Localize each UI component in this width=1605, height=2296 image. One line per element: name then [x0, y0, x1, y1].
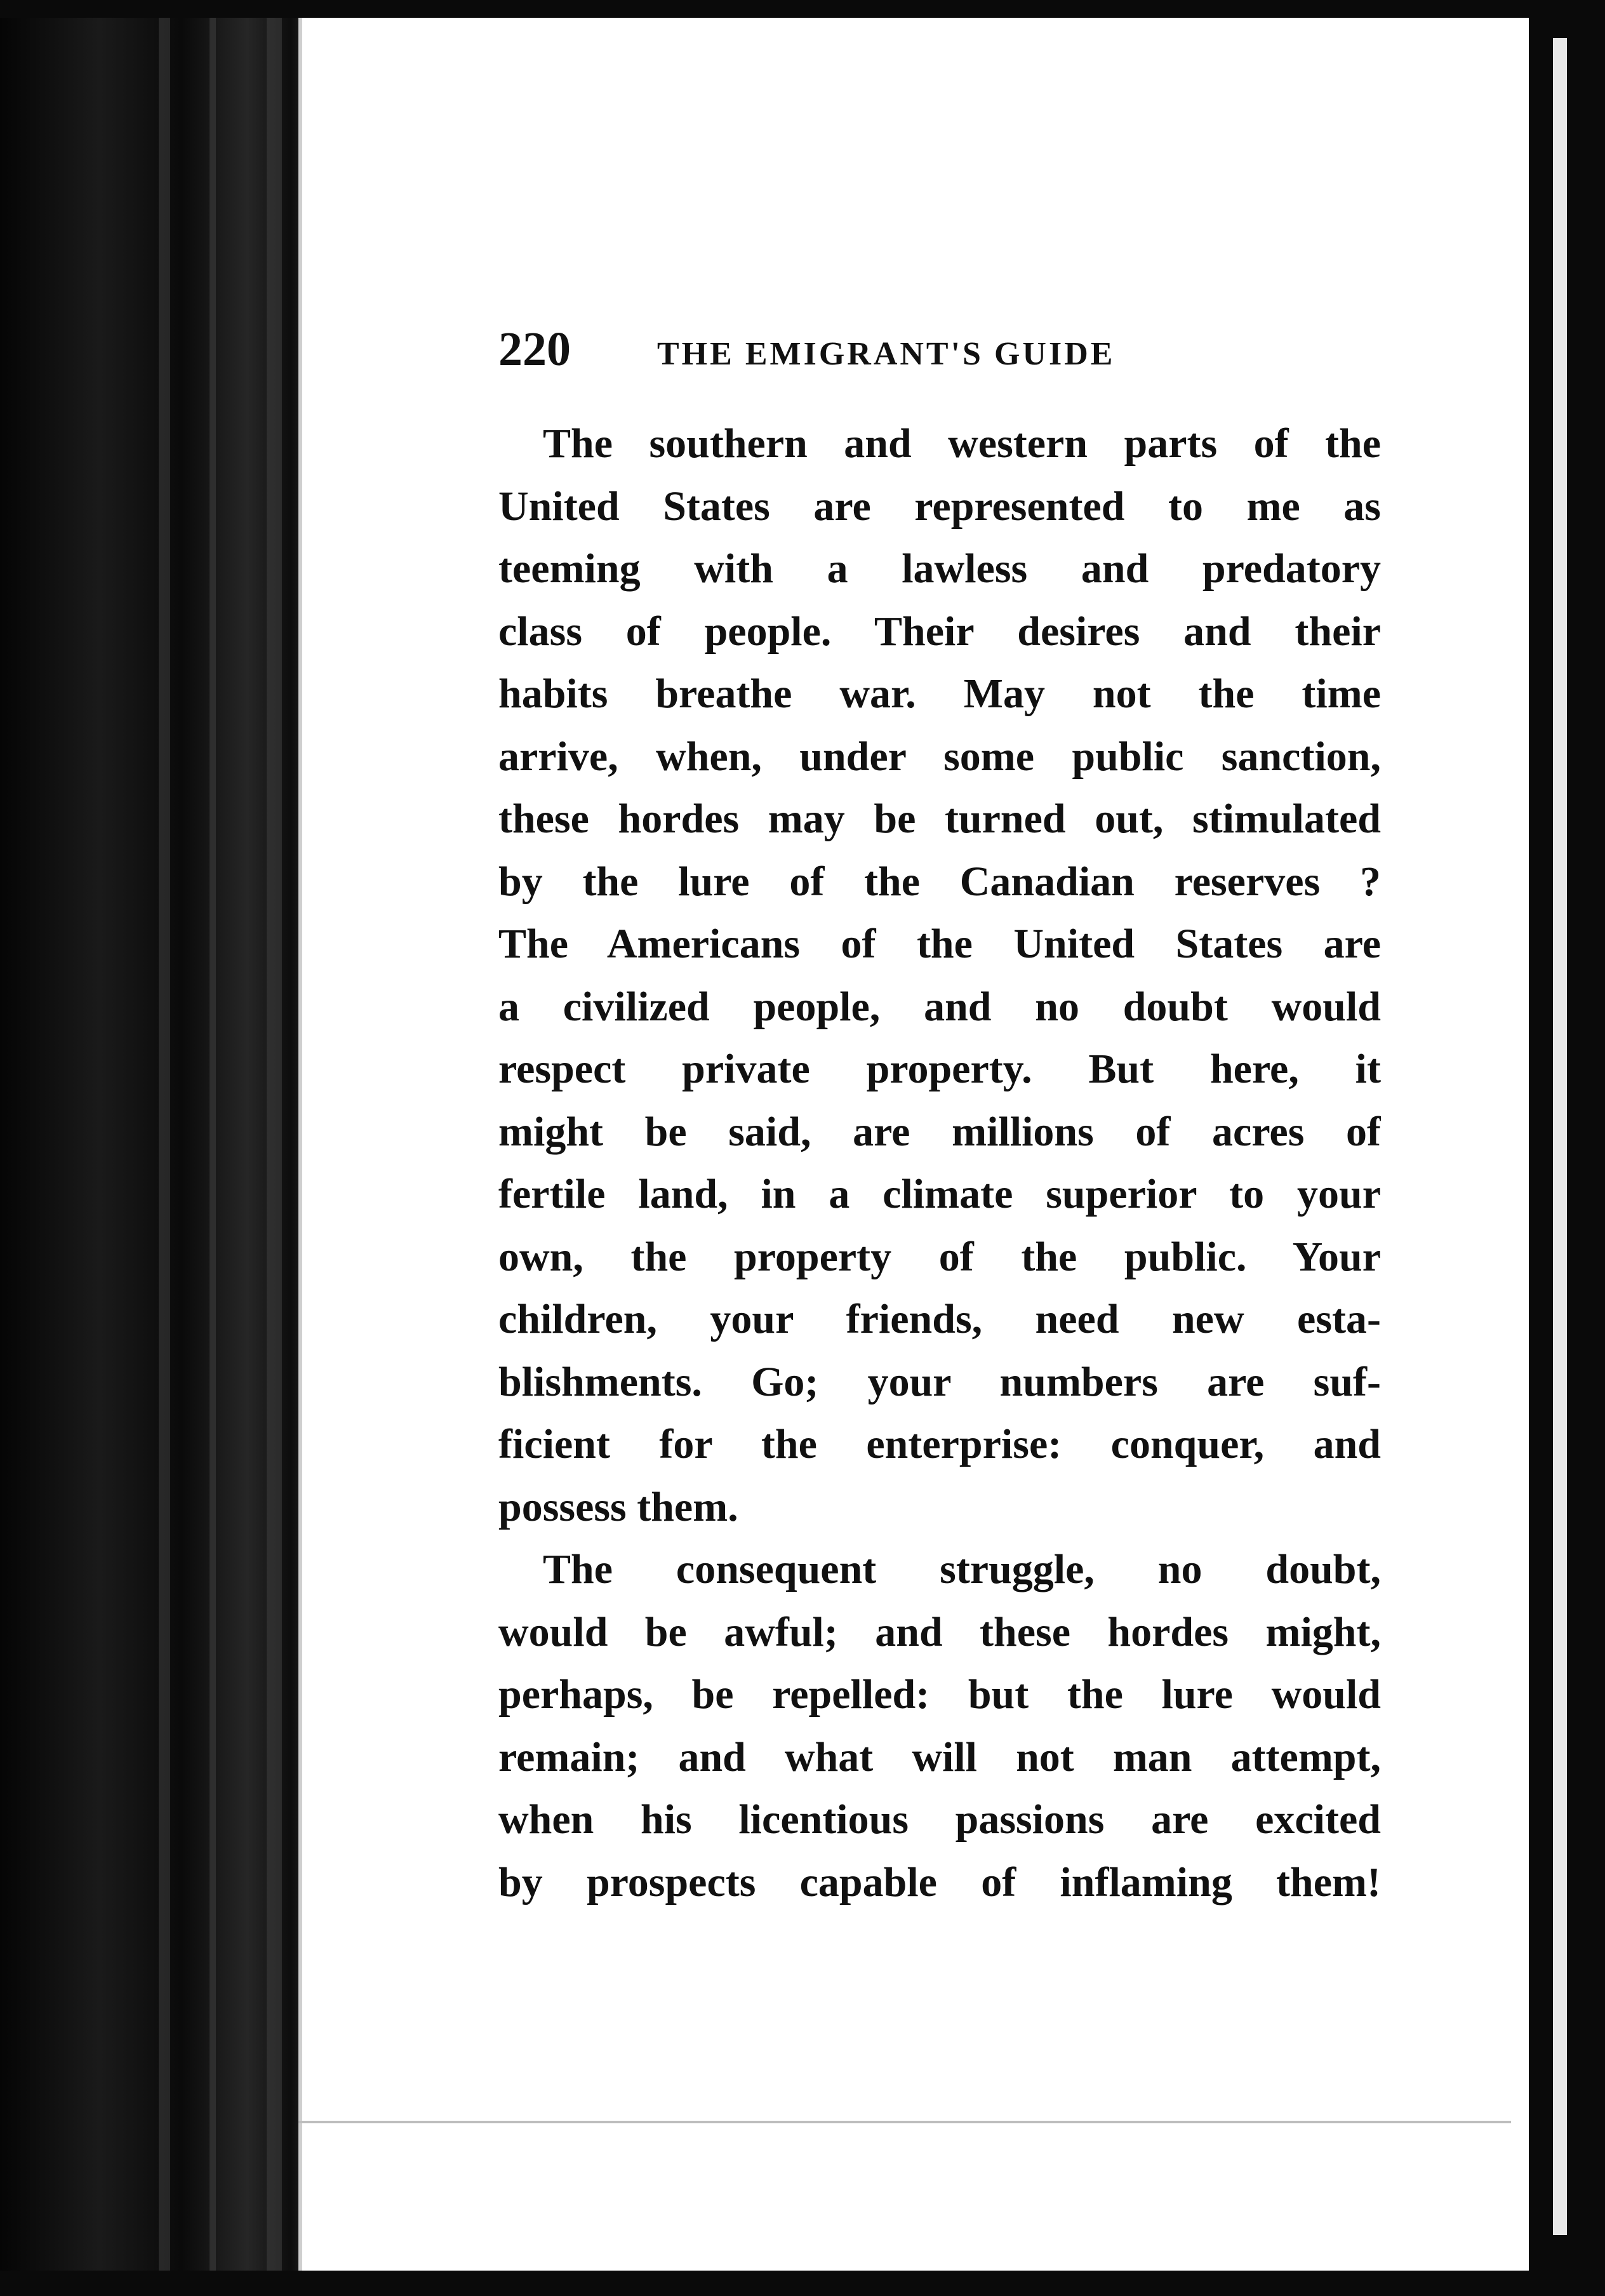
- page-bottom-edge: [298, 2121, 1511, 2123]
- text-line: class of people. Their desires and their: [498, 608, 1381, 655]
- text-line: fertile land, in a climate superior to your: [498, 1171, 1381, 1217]
- text-line: United States are represented to me as: [498, 483, 1381, 530]
- text-line: respect private property. But here, it: [498, 1046, 1381, 1092]
- running-head: THE EMIGRANT'S GUIDE: [657, 336, 1116, 372]
- scan-bottom-border: [0, 2271, 1605, 2296]
- text-line: blishments. Go; your numbers are suf-: [498, 1358, 1381, 1405]
- text-line: own, the property of the public. Your: [498, 1233, 1381, 1280]
- text-line: arrive, when, under some public sanction,: [498, 733, 1381, 780]
- text-line: The consequent struggle, no doubt,: [543, 1546, 1381, 1592]
- text-line: by the lure of the Canadian reserves ?: [498, 858, 1381, 905]
- text-line: remain; and what will not man attempt,: [498, 1733, 1381, 1780]
- text-line: when his licentious passions are excited: [498, 1796, 1381, 1843]
- text-line: by prospects capable of inflaming them!: [498, 1859, 1381, 1906]
- text-line: The Americans of the United States are: [498, 921, 1381, 967]
- text-line: teeming with a lawless and predatory: [498, 545, 1381, 592]
- next-page-edge: [1553, 38, 1567, 2235]
- text-line: children, your friends, need new esta-: [498, 1296, 1381, 1342]
- page-header: [498, 317, 1368, 381]
- text-line: would be awful; and these hordes might,: [498, 1608, 1381, 1655]
- text-line: these hordes may be turned out, stimulated: [498, 796, 1381, 842]
- text-line: ficient for the enterprise: conquer, and: [498, 1421, 1381, 1467]
- text-line: habits breathe war. May not the time: [498, 671, 1381, 717]
- text-line: perhaps, be repelled: but the lure would: [498, 1671, 1381, 1718]
- text-line: might be said, are millions of acres of: [498, 1108, 1381, 1155]
- scan-right-border: [1529, 0, 1605, 2296]
- body-text: [498, 413, 1381, 1914]
- page-number: 220: [498, 323, 571, 376]
- text-line: possess them.: [498, 1483, 738, 1530]
- scan-top-border: [0, 0, 1605, 18]
- book-binding-gutter: [0, 0, 330, 2296]
- text-line: The southern and western parts of the: [543, 420, 1381, 467]
- text-line: a civilized people, and no doubt would: [498, 983, 1381, 1030]
